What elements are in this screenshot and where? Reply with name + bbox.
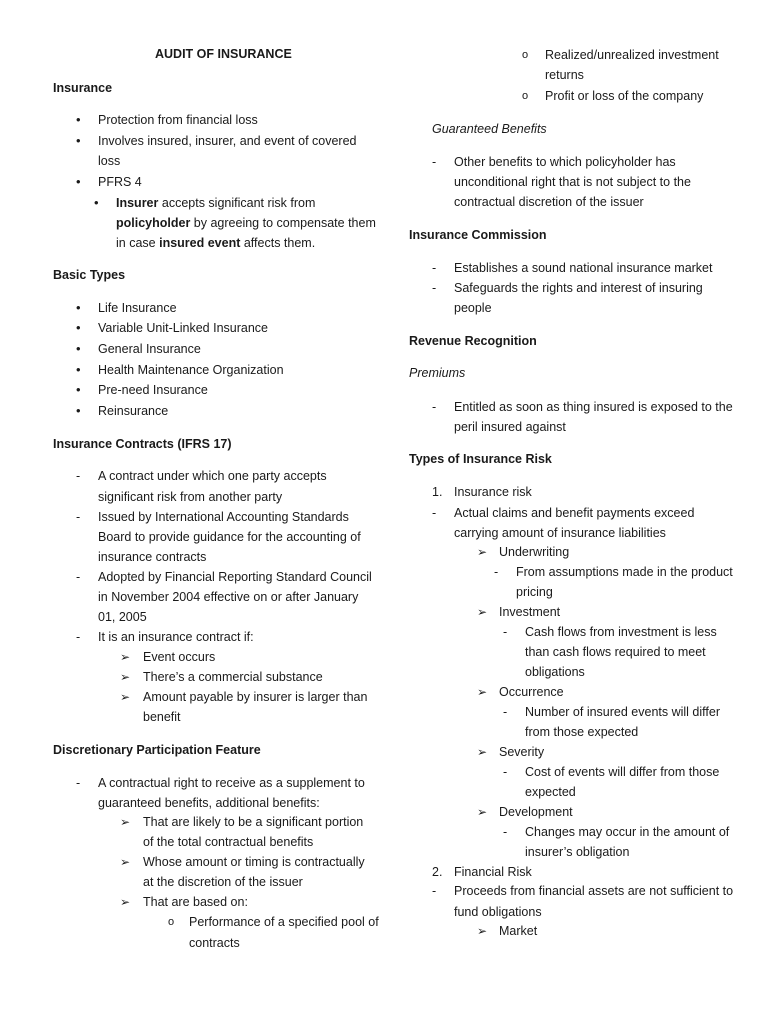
dash-marker: -	[76, 776, 81, 790]
dpf-heading: Discretionary Participation Feature	[53, 743, 261, 757]
bullet-marker: •	[76, 341, 81, 356]
bullet-marker: •	[94, 195, 99, 210]
list-item: Amount payable by insurer is larger than	[143, 690, 368, 704]
bullet-marker: •	[76, 362, 81, 377]
arrow-bullet-icon: ➢	[477, 745, 488, 759]
list-item: General Insurance	[98, 342, 201, 356]
list-item: Whose amount or timing is contractually	[143, 855, 365, 869]
list-item: Cash flows from investment is less	[525, 625, 717, 639]
list-item: Investment	[499, 605, 561, 619]
list-item: Protection from financial loss	[98, 113, 258, 127]
pfrs-sub-line-1: Insurer accepts significant risk from	[116, 196, 316, 210]
arrow-bullet-icon: ➢	[120, 670, 131, 684]
list-item-cont: insurance contracts	[98, 550, 207, 564]
pfrs-sub-line-2: policyholder by agreeing to compensate them	[116, 216, 376, 230]
dash-marker: -	[494, 565, 499, 579]
dash-marker: -	[432, 261, 437, 275]
premiums-heading: Premiums	[409, 366, 466, 380]
list-item-cont: unconditional right that is not subject to the	[454, 175, 691, 189]
bullet-marker: •	[76, 133, 81, 148]
list-item-cont: obligations	[525, 665, 585, 679]
list-item-cont: loss	[98, 154, 121, 168]
commission-heading: Insurance Commission	[409, 228, 547, 242]
bullet-marker: •	[76, 112, 81, 127]
list-item: Occurrence	[499, 685, 564, 699]
list-item: Realized/unrealized investment	[545, 48, 719, 62]
list-item: That are likely to be a significant portion	[143, 815, 364, 829]
arrow-bullet-icon: ➢	[120, 690, 131, 704]
number-marker: 1.	[432, 485, 443, 499]
bullet-marker: •	[76, 174, 81, 189]
list-item: Market	[499, 924, 538, 938]
list-item-cont: of the total contractual benefits	[143, 835, 314, 849]
list-item: Cost of events will differ from those	[525, 765, 720, 779]
arrow-bullet-icon: ➢	[477, 605, 488, 619]
list-item: Health Maintenance Organization	[98, 363, 284, 377]
list-item: Profit or loss of the company	[545, 89, 704, 103]
pfrs-sub-line-3: in case insured event affects them.	[116, 236, 316, 250]
arrow-bullet-icon: ➢	[477, 685, 488, 699]
circle-bullet-icon: o	[168, 916, 175, 928]
bullet-marker: •	[76, 403, 81, 418]
list-item-cont: contractual discretion of the issuer	[454, 195, 644, 209]
list-item: Number of insured events will differ	[525, 705, 720, 719]
dash-marker: -	[503, 625, 508, 639]
dash-marker: -	[432, 884, 437, 898]
list-item: Adopted by Financial Reporting Standard Council	[98, 570, 372, 584]
dash-marker: -	[76, 630, 81, 644]
arrow-bullet-icon: ➢	[477, 924, 488, 938]
arrow-bullet-icon: ➢	[120, 895, 131, 909]
dash-marker: -	[503, 705, 508, 719]
list-item: That are based on:	[143, 895, 248, 909]
list-item-cont: peril insured against	[454, 420, 566, 434]
list-item-cont: insurer’s obligation	[525, 845, 630, 859]
dash-marker: -	[503, 825, 508, 839]
list-item-cont: in November 2004 effective on or after January	[98, 590, 359, 604]
list-item: Performance of a specified pool of	[189, 915, 379, 929]
list-item: It is an insurance contract if:	[98, 630, 254, 644]
list-item-cont: significant risk from another party	[98, 490, 283, 504]
dash-marker: -	[76, 469, 81, 483]
list-item-cont: returns	[545, 68, 584, 82]
bullet-marker: •	[76, 300, 81, 315]
list-item: PFRS 4	[98, 175, 142, 189]
dash-marker: -	[76, 570, 81, 584]
list-item: Underwriting	[499, 545, 570, 559]
circle-bullet-icon: o	[522, 49, 529, 61]
list-item: Involves insured, insurer, and event of covered	[98, 134, 357, 148]
list-item: Insurance risk	[454, 485, 532, 499]
list-item-cont: at the discretion of the issuer	[143, 875, 303, 889]
revenue-heading: Revenue Recognition	[409, 334, 537, 348]
dash-marker: -	[432, 506, 437, 520]
contracts-heading: Insurance Contracts (IFRS 17)	[53, 437, 232, 451]
list-item-cont: guaranteed benefits, additional benefits:	[98, 796, 320, 810]
list-item: Establishes a sound national insurance market	[454, 261, 713, 275]
list-item-cont: pricing	[516, 585, 553, 599]
arrow-bullet-icon: ➢	[120, 815, 131, 829]
dash-marker: -	[503, 765, 508, 779]
list-item: Proceeds from financial assets are not sufficient to	[454, 884, 734, 898]
list-item: Life Insurance	[98, 301, 177, 315]
guaranteed-heading: Guaranteed Benefits	[432, 122, 547, 136]
list-item: Actual claims and benefit payments exceed	[454, 506, 695, 520]
list-item: A contractual right to receive as a supplement to	[98, 776, 365, 790]
list-item-cont: fund obligations	[454, 905, 542, 919]
insurance-heading: Insurance	[53, 81, 113, 95]
list-item: Development	[499, 805, 573, 819]
basic-types-heading: Basic Types	[53, 268, 126, 282]
list-item-cont: people	[454, 301, 492, 315]
list-item: Changes may occur in the amount of	[525, 825, 730, 839]
list-item-cont: contracts	[189, 936, 240, 950]
list-item: Variable Unit-Linked Insurance	[98, 321, 269, 335]
list-item-cont: 01, 2005	[98, 610, 147, 624]
list-item: Event occurs	[143, 650, 216, 664]
list-item: There’s a commercial substance	[143, 670, 323, 684]
list-item: Entitled as soon as thing insured is exposed to the	[454, 400, 733, 414]
list-item: Safeguards the rights and interest of insuring	[454, 281, 703, 295]
number-marker: 2.	[432, 865, 443, 879]
list-item: Pre-need Insurance	[98, 383, 208, 397]
bullet-marker: •	[76, 382, 81, 397]
dash-marker: -	[76, 510, 81, 524]
list-item-cont: from those expected	[525, 725, 639, 739]
list-item-cont: expected	[525, 785, 576, 799]
dash-marker: -	[432, 155, 437, 169]
document-title: AUDIT OF INSURANCE	[155, 47, 292, 61]
dash-marker: -	[432, 400, 437, 414]
circle-bullet-icon: o	[522, 90, 529, 102]
list-item-cont: Board to provide guidance for the accounting of	[98, 530, 361, 544]
list-item-cont: than cash flows required to meet	[525, 645, 706, 659]
list-item: Reinsurance	[98, 404, 169, 418]
list-item: From assumptions made in the product	[516, 565, 733, 579]
list-item: Severity	[499, 745, 545, 759]
risk-heading: Types of Insurance Risk	[409, 452, 552, 466]
list-item: Financial Risk	[454, 865, 532, 879]
dash-marker: -	[432, 281, 437, 295]
list-item-cont: benefit	[143, 710, 181, 724]
list-item: Other benefits to which policyholder has	[454, 155, 676, 169]
arrow-bullet-icon: ➢	[477, 805, 488, 819]
list-item: A contract under which one party accepts	[98, 469, 327, 483]
list-item-cont: carrying amount of insurance liabilities	[454, 526, 666, 540]
bullet-marker: •	[76, 320, 81, 335]
arrow-bullet-icon: ➢	[477, 545, 488, 559]
list-item: Issued by International Accounting Standards	[98, 510, 349, 524]
arrow-bullet-icon: ➢	[120, 855, 131, 869]
arrow-bullet-icon: ➢	[120, 650, 131, 664]
